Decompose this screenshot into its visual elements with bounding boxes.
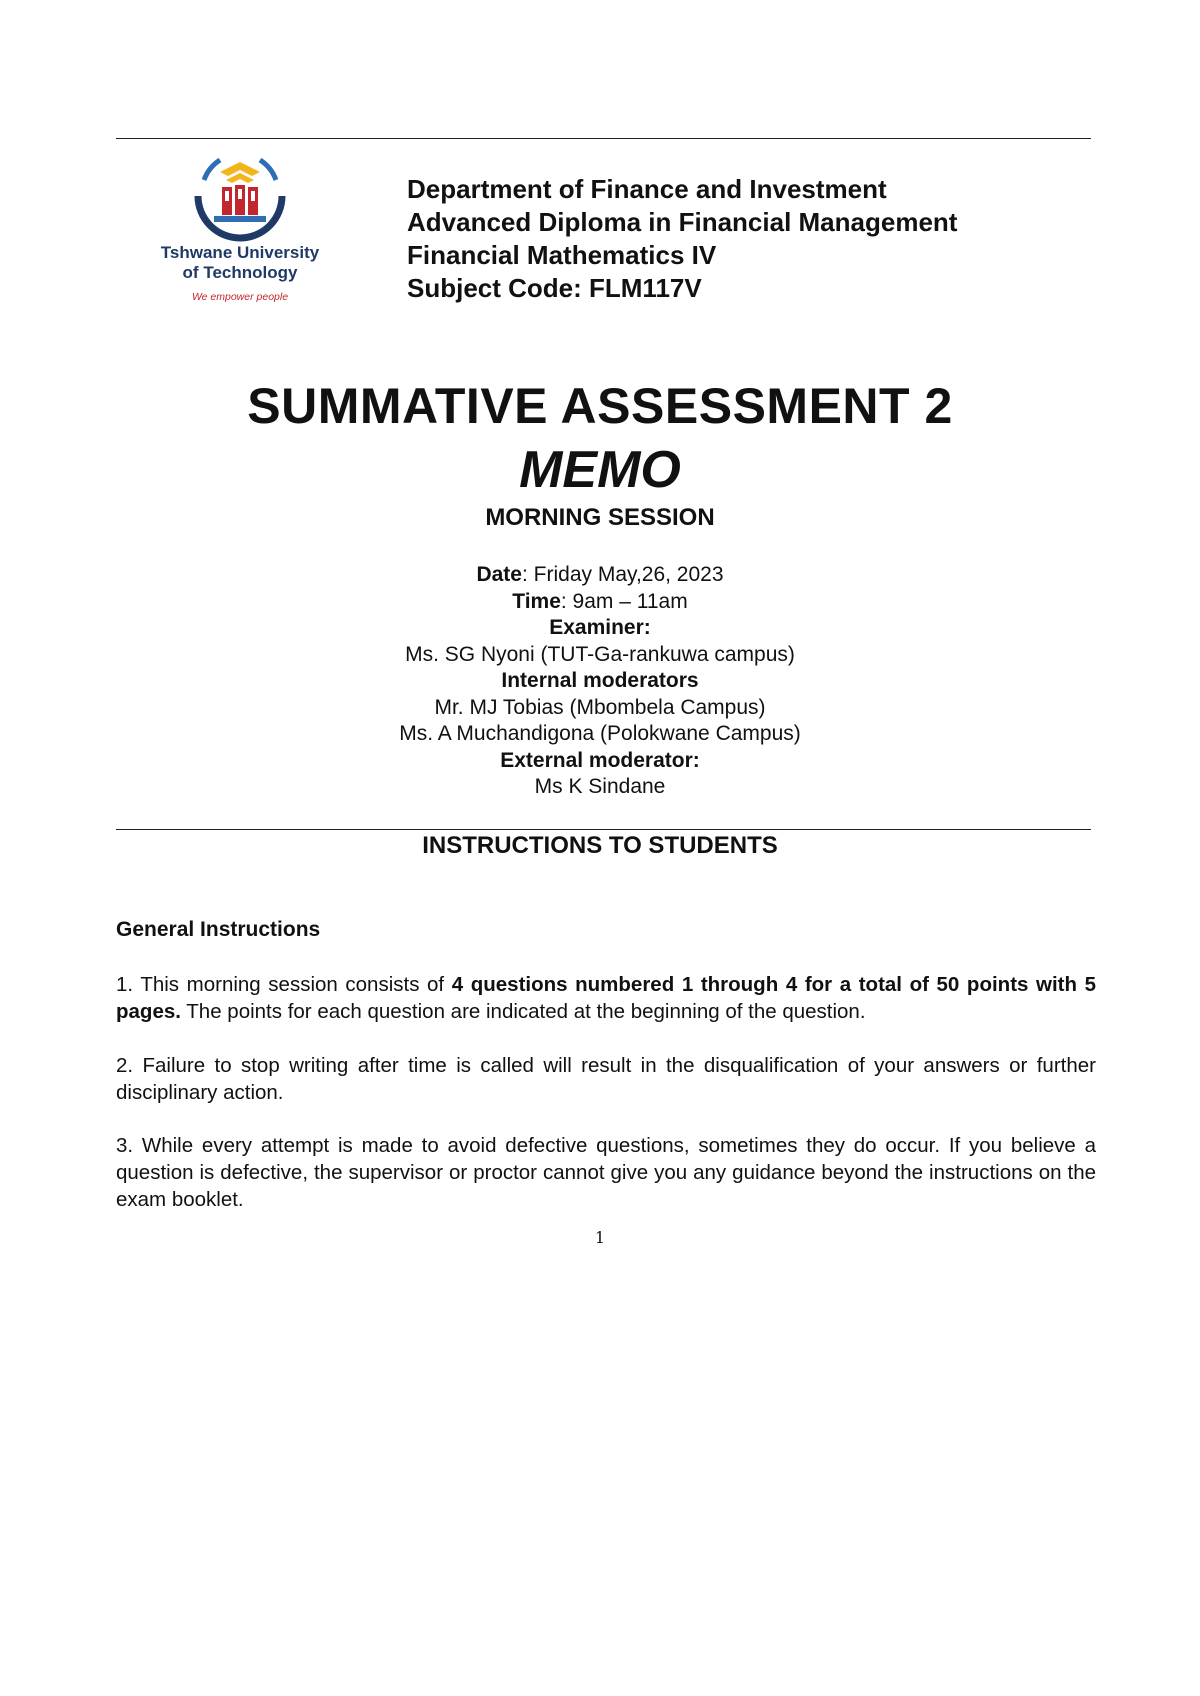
instruction-3: 3. While every attempt is made to avoid defective questions, sometimes they do occur. If you believe a question is defective, the supervisor or proctor cannot give you any guidance beyond the instructions on the exam booklet.	[116, 1134, 1096, 1211]
logo-name-line-1: Tshwane University	[160, 243, 320, 262]
instructions-heading: INSTRUCTIONS TO STUDENTS	[422, 832, 778, 859]
university-emblem-icon	[190, 150, 290, 242]
examiner-label: Examiner:	[549, 616, 651, 639]
programme-name: Advanced Diploma in Financial Management	[407, 207, 958, 237]
assessment-details	[0, 562, 1200, 801]
date-line	[0, 562, 1200, 589]
time-line	[0, 589, 1200, 616]
date-label: Date	[476, 563, 522, 586]
department-name: Department of Finance and Investment	[407, 174, 887, 204]
instruction-1	[116, 971, 1096, 1025]
external-moderator-name: Ms K Sindane	[534, 775, 666, 798]
examiner-name: Ms. SG Nyoni (TUT-Ga-rankuwa campus)	[405, 642, 795, 666]
subject-name: Financial Mathematics IV	[407, 240, 717, 270]
university-logo	[150, 150, 330, 310]
page-number: 1	[594, 1228, 606, 1247]
logo-tagline: We empower people	[191, 291, 289, 303]
session-title: MORNING SESSION	[485, 504, 715, 531]
instruction-1-rest: The points for each question are indicated at the beginning of the question.	[180, 1000, 866, 1023]
memo-title: MEMO	[519, 441, 681, 499]
time-label: Time	[512, 589, 561, 613]
subject-code: Subject Code: FLM117V	[407, 273, 702, 303]
internal-moderator-1: Mr. MJ Tobias (Mbombela Campus)	[434, 695, 766, 719]
instruction-1-emphasis: 4 questions numbered 1 through 4 for a total of 50 points with 5 pages.	[116, 973, 1096, 1023]
section-divider	[116, 829, 1091, 830]
internal-moderators-label: Internal moderators	[501, 669, 699, 692]
internal-moderator-2: Ms. A Muchandigona (Polokwane Campus)	[399, 722, 801, 745]
logo-name-line-2: of Technology	[182, 263, 298, 282]
external-moderator-label: External moderator:	[500, 748, 700, 772]
general-instructions-heading: General Instructions	[116, 918, 321, 941]
instruction-2: 2. Failure to stop writing after time is called will result in the disqualification of your answers or further disciplinary action.	[116, 1054, 1096, 1104]
top-divider	[116, 138, 1091, 139]
course-header	[407, 173, 1087, 305]
date-value: : Friday May,26, 2023	[521, 563, 724, 586]
time-value: : 9am – 11am	[560, 589, 688, 613]
assessment-title: SUMMATIVE ASSESSMENT 2	[247, 378, 953, 434]
instruction-1-intro: 1. This morning session consists of	[116, 973, 452, 996]
